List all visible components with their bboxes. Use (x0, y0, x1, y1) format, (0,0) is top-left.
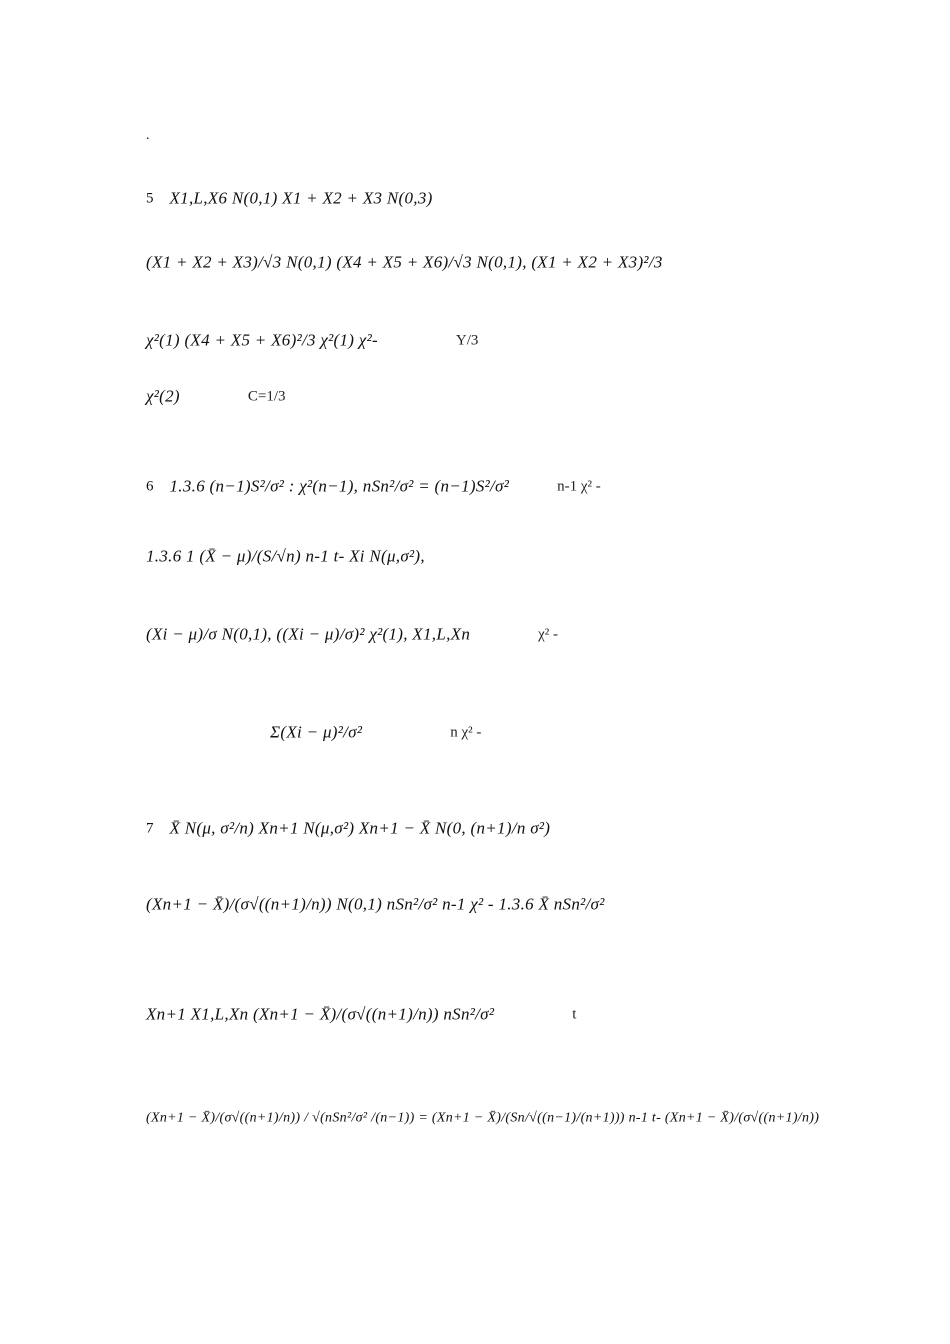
math-expression: 1.3.6 1 (X̄ − μ)/(S/√n) n-1 t- Xi N(μ,σ²), (146, 546, 425, 566)
line-tail: n χ² - (450, 724, 482, 741)
math-expression: χ²(2) (146, 386, 180, 406)
math-expression: Xn+1 X1,L,Xn (Xn+1 − X̄)/(σ√((n+1)/n)) nSn²/σ² (146, 1004, 495, 1024)
text-line-1 (146, 178, 806, 218)
text-line-8 (146, 712, 806, 752)
page-dot: . (146, 128, 150, 143)
text-line-7 (146, 614, 806, 654)
text-line-3 (146, 320, 806, 360)
text-line-4 (146, 376, 806, 416)
math-expression: (X1 + X2 + X3)/√3 N(0,1) (X4 + X5 + X6)/√3 N(0,1), (X1 + X2 + X3)²/3 (146, 252, 663, 272)
math-expression: (Xi − μ)/σ N(0,1), ((Xi − μ)/σ)² χ²(1), X1,L,Xn (146, 624, 471, 644)
text-line-12 (146, 1098, 820, 1139)
math-expression: 1.3.6 (n−1)S²/σ² : χ²(n−1), nSn²/σ² = (n−1)S²/σ² (169, 476, 510, 496)
text-line-9 (146, 808, 806, 848)
item-number: 6 (146, 478, 154, 495)
math-expression: Σ(Xi − μ)²/σ² (270, 722, 363, 742)
text-line-6 (146, 536, 806, 576)
text-line-11 (146, 994, 806, 1034)
math-expression: (Xn+1 − X̄)/(σ√((n+1)/n)) N(0,1) nSn²/σ² n-1 χ² - 1.3.6 X̄ nSn²/σ² (146, 894, 605, 914)
text-line-2 (146, 242, 806, 282)
item-number: 7 (146, 820, 154, 837)
math-expression: (Xn+1 − X̄)/(σ√((n+1)/n)) / √(nSn²/σ² /(n−1)) = (Xn+1 − X̄)/(Sn/√((n−1)/(n+1))) n-1 t- (Xn+1 − X̄)/(σ√((n+1)/n)) (146, 1110, 820, 1126)
math-expression: X̄ N(μ, σ²/n) Xn+1 N(μ,σ²) Xn+1 − X̄ N(0, (n+1)/n σ²) (169, 818, 551, 838)
line-tail: t (572, 1006, 577, 1023)
math-expression: χ²(1) (X4 + X5 + X6)²/3 χ²(1) χ²- (146, 330, 378, 350)
line-tail: χ² - (538, 626, 559, 643)
line-tail: n-1 χ² - (557, 478, 601, 495)
line-tail: Y/3 (455, 332, 479, 349)
item-number: 5 (146, 190, 154, 207)
text-line-10 (146, 884, 806, 924)
math-expression: X1,L,X6 N(0,1) X1 + X2 + X3 N(0,3) (169, 188, 433, 208)
text-line-5 (146, 466, 806, 506)
line-tail: C=1/3 (247, 388, 286, 405)
